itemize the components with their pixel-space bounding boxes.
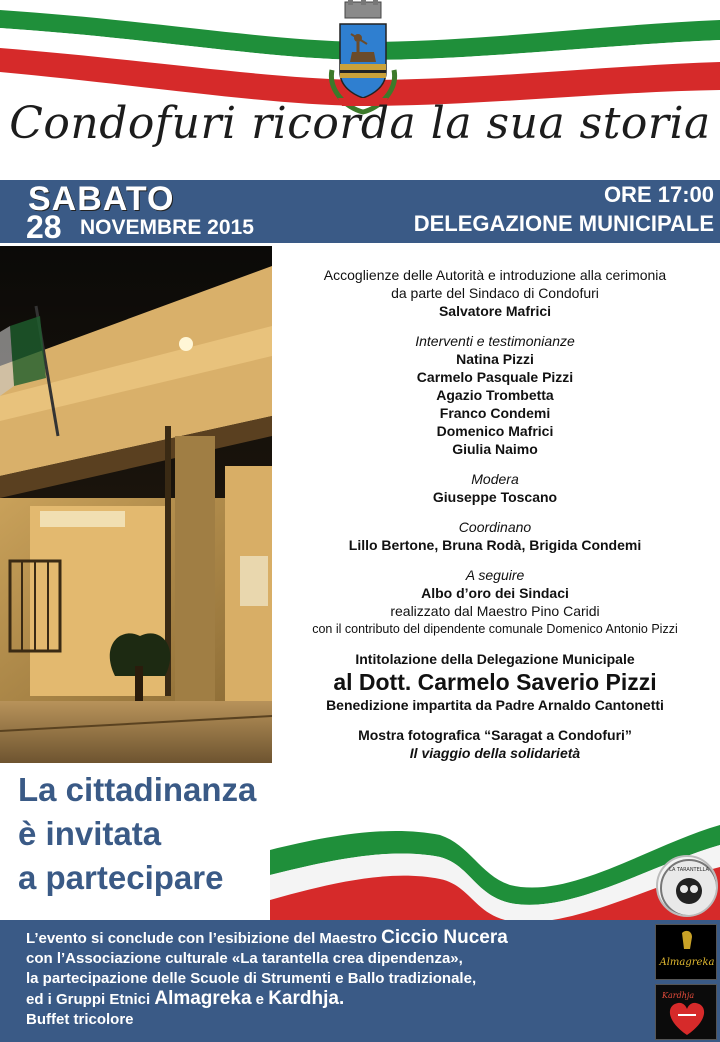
footer-line-4 bbox=[26, 989, 646, 1010]
following-label: A seguire bbox=[465, 567, 525, 583]
coordinators-names: Lillo Bertone, Bruna Rodà, Brigida Condemi bbox=[348, 537, 642, 553]
exhibition-title: Mostra fotografica “Saragat a Condofuri” bbox=[358, 727, 632, 743]
invite-line-1: La cittadinanza bbox=[18, 771, 257, 808]
welcome-line-1: Accoglienze delle Autorità e introduzione alla cerimonia bbox=[323, 267, 667, 283]
kardhja-logo bbox=[655, 984, 717, 1040]
speaker-item: Carmelo Pasquale Pizzi bbox=[416, 369, 574, 385]
welcome-line-2: da parte del Sindaco di Condofuri bbox=[391, 285, 599, 301]
invitation-text bbox=[18, 768, 278, 900]
speaker-item: Natina Pizzi bbox=[456, 351, 534, 367]
footer-line-1 bbox=[26, 928, 646, 949]
naming-line: Intitolazione della Delegazione Municipale bbox=[355, 651, 635, 667]
album-contribution: con il contributo del dipendente comunale Domenico Antonio Pizzi bbox=[312, 622, 678, 636]
date-band bbox=[0, 180, 720, 243]
blessing-line: Benedizione impartita da Padre Arnaldo Cantonetti bbox=[326, 697, 664, 713]
footer-line-4-text: ed i Gruppi Etnici bbox=[26, 991, 155, 1008]
moderator-name: Giuseppe Toscano bbox=[432, 489, 558, 505]
event-venue: DELEGAZIONE MUNICIPALE bbox=[413, 211, 714, 236]
footer-line-5: Buffet tricolore bbox=[26, 1011, 134, 1028]
tarantella-logo-text: LA TARANTELLA bbox=[669, 867, 709, 873]
interventions-label: Interventi e testimonianze bbox=[415, 333, 575, 349]
footer-band bbox=[0, 920, 720, 1042]
speaker-item: Franco Condemi bbox=[439, 405, 551, 421]
building-illustration bbox=[0, 246, 272, 763]
event-day-number: 28 bbox=[26, 209, 62, 245]
group-kardhja: Kardhja. bbox=[268, 988, 345, 1009]
almagreka-logo bbox=[655, 924, 717, 980]
coordinators-label: Coordinano bbox=[458, 519, 532, 535]
kardhja-emblem-icon bbox=[656, 985, 717, 1040]
group-almagreka: Almagreka bbox=[154, 988, 252, 1009]
event-day: SABATO bbox=[28, 180, 175, 218]
performer-name: Ciccio Nucera bbox=[381, 927, 508, 948]
page-title: Condofuri ricorda la sua storia bbox=[9, 98, 711, 149]
kardhja-logo-text: Kardhja bbox=[662, 991, 695, 1000]
invite-line-3: a partecipare bbox=[18, 859, 224, 896]
footer-line-3: la partecipazione delle Scuole di Strumenti e Ballo tradizionale, bbox=[26, 970, 477, 987]
building-photo bbox=[0, 246, 272, 763]
footer-text bbox=[26, 928, 646, 1030]
footer-line-2: con l’Associazione culturale «La tarantella crea dipendenza», bbox=[26, 950, 463, 967]
album-author: realizzato dal Maestro Pino Caridi bbox=[390, 603, 600, 619]
speaker-item: Agazio Trombetta bbox=[436, 387, 554, 403]
tarantella-logo bbox=[656, 855, 718, 917]
honoree-name: al Dott. Carmelo Saverio Pizzi bbox=[333, 669, 657, 695]
album-title: Albo d’oro dei Sindaci bbox=[421, 585, 569, 601]
speaker-item: Domenico Mafrici bbox=[436, 423, 554, 439]
moderator-label: Modera bbox=[471, 471, 519, 487]
footer-line-1-text: L’evento si conclude con l’esibizione del Maestro bbox=[26, 930, 382, 947]
mayor-name: Salvatore Mafrici bbox=[438, 303, 552, 319]
almagreka-logo-text: Almagreka bbox=[659, 957, 715, 968]
almagreka-emblem-icon bbox=[656, 925, 717, 980]
event-time: ORE 17:00 bbox=[603, 182, 714, 207]
exhibition-subtitle: Il viaggio della solidarietà bbox=[409, 745, 581, 761]
event-program bbox=[280, 266, 710, 762]
speaker-item: Giulia Naimo bbox=[452, 441, 538, 457]
invite-line-2: è invitata bbox=[18, 815, 162, 852]
footer-conjunction: e bbox=[251, 991, 269, 1008]
flag-ribbon-icon bbox=[270, 805, 720, 925]
event-month-year: NOVEMBRE 2015 bbox=[80, 216, 254, 239]
